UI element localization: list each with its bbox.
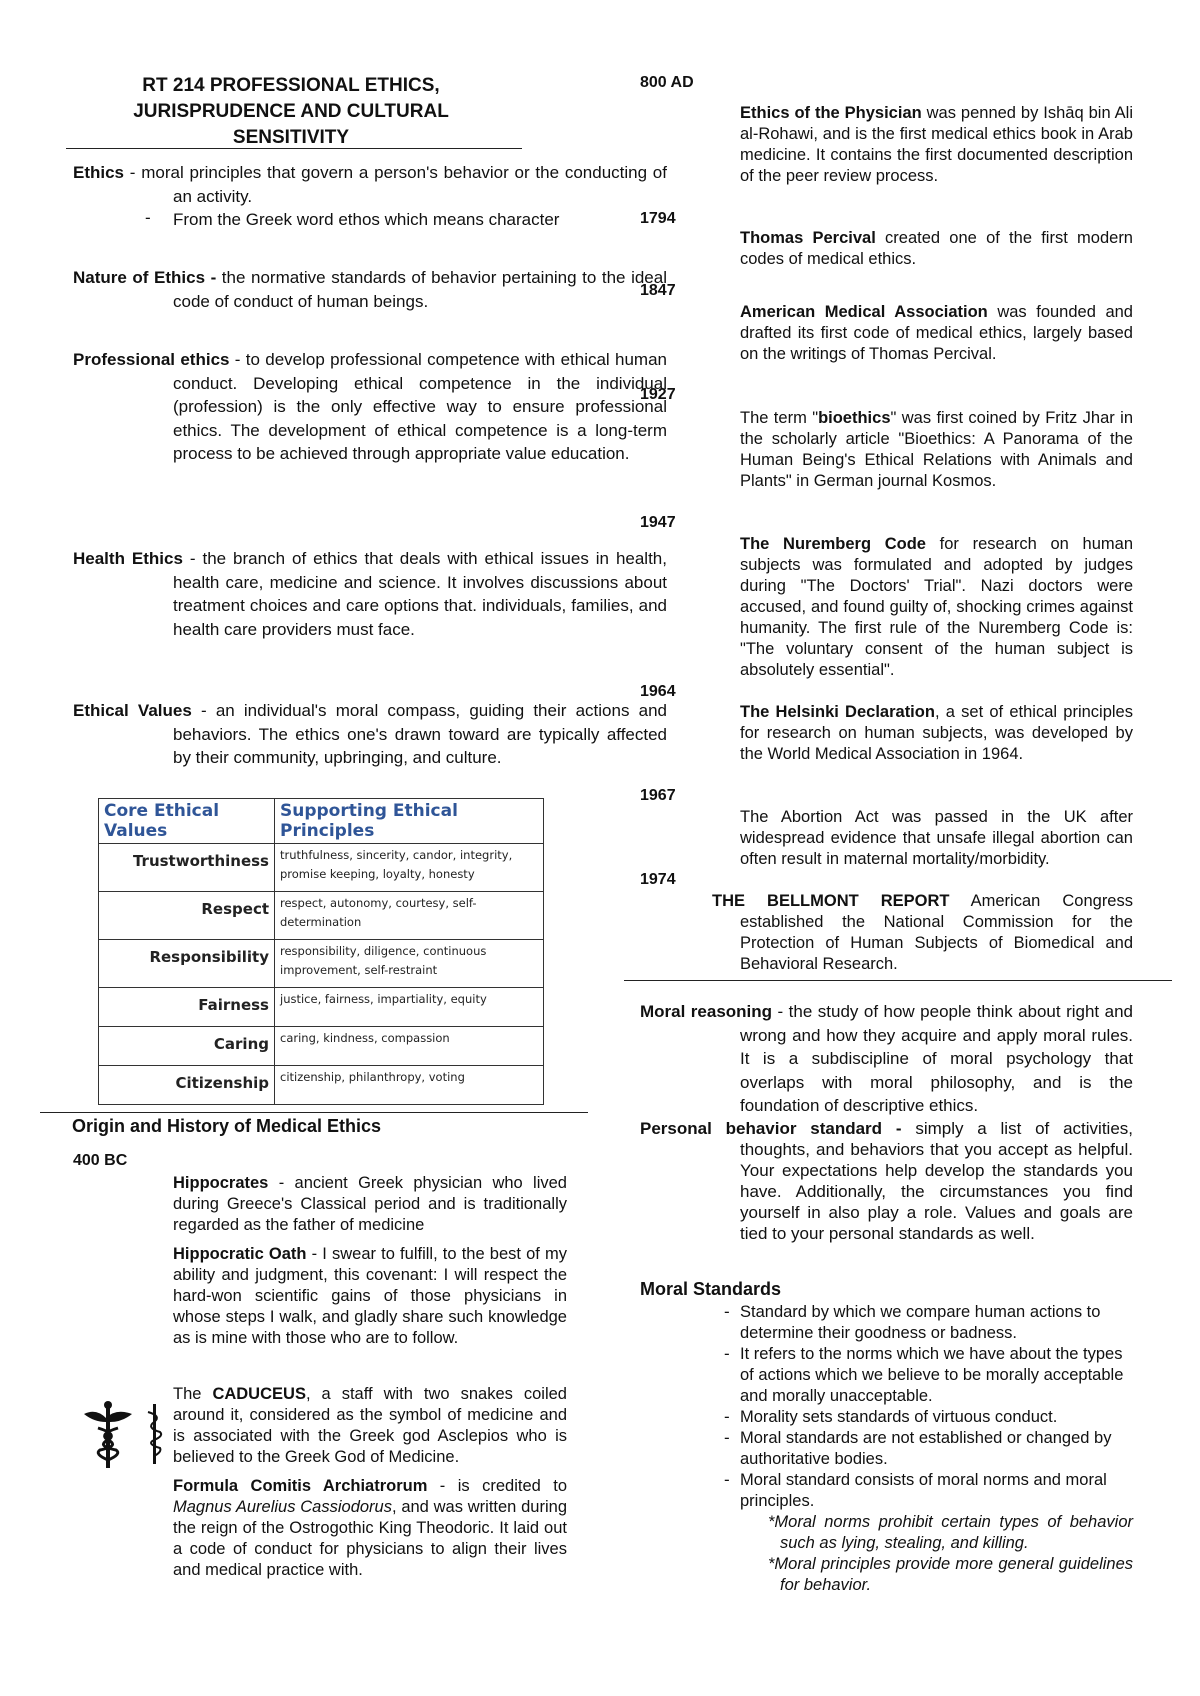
- oath-text: - I swear to fulfill, to the best of my ability and judgment, this covenant: I will respect the hard-won scientific gains of those physicians in whose steps I walk, and gladly share such knowledge as is mine with those who are to follow.: [173, 1245, 567, 1347]
- timeline-entry-1947: [740, 534, 1133, 681]
- core-value-cell: Citizenship: [99, 1066, 275, 1105]
- caduceus-term: CADUCEUS: [212, 1385, 306, 1403]
- formula-mid: - is credited to: [427, 1477, 567, 1495]
- timeline-term: American Medical Association: [740, 303, 988, 321]
- table-header-core: Core Ethical Values: [99, 799, 275, 844]
- table-row: [99, 988, 544, 1027]
- timeline-entry-800ad: [740, 103, 1133, 187]
- moral-norms-note: *Moral norms prohibit certain types of behavior such as lying, stealing, and killing.: [768, 1513, 1133, 1552]
- year-1847: 1847: [640, 282, 676, 299]
- timeline-entry-1847: [740, 302, 1133, 365]
- ethics-text: - moral principles that govern a person's behavior or the conducting of an activity.: [124, 163, 667, 206]
- section-divider: [624, 980, 1172, 981]
- table-row: [99, 844, 544, 892]
- caduceus-text: , a staff with two snakes coiled around it, considered as the symbol of medicine and is associated with the Greek god Asclepios who is believed to the Greek God of Medicine.: [173, 1385, 567, 1466]
- timeline-text: was penned by Ishāq bin Ali al-Rohawi, and is the first medical ethics book in Arab medicine. It contains the first documented description of the peer review process.: [740, 104, 1133, 185]
- moral-principles-note: *Moral principles provide more general guidelines for behavior.: [768, 1555, 1133, 1594]
- timeline-entry-1927: [740, 408, 1133, 492]
- year-1964: 1964: [640, 683, 676, 700]
- professional-term: Professional ethics: [73, 350, 230, 369]
- values-text: - an individual's moral compass, guiding their actions and behaviors. The ethics one's drawn toward are typically affected by their community, upbringing, and culture.: [173, 701, 667, 767]
- core-value-cell: Responsibility: [99, 940, 275, 988]
- timeline-text: was founded and drafted its first code of medical ethics, largely based on the writings of Thomas Percival.: [740, 303, 1133, 363]
- timeline-text: created one of the first modern codes of medical ethics.: [740, 229, 1133, 268]
- hippocrates-term: Hippocrates: [173, 1174, 269, 1192]
- timeline-entry-1974: [712, 891, 1133, 975]
- timeline-term: THE BELLMONT REPORT: [712, 892, 950, 910]
- personal-behavior-standard-definition: [640, 1118, 1133, 1244]
- health-text: - the branch of ethics that deals with ethical issues in health, health care, medicine and science. It involves discussions about treatment choices and care options that. individuals, families, and health care providers must face.: [173, 549, 667, 639]
- professional-text: - to develop professional competence with ethical human conduct. Developing ethical competence in the individual (profession) is the only effective way to ensure professional ethics. The development of ethical competence is a long-term process to be achieved through appropriate value education.: [173, 350, 667, 463]
- year-1967: 1967: [640, 787, 676, 804]
- personal-standard-term: Personal behavior standard -: [640, 1119, 902, 1138]
- year-800ad: 800 AD: [640, 74, 694, 91]
- ethical-values-definition: [73, 699, 667, 770]
- hippocrates-text: - ancient Greek physician who lived during Greece's Classical period and is traditionally regarded as the father of medicine: [173, 1174, 567, 1234]
- timeline-entry-1967: [740, 807, 1133, 870]
- timeline-prefix: The term ": [740, 409, 819, 427]
- formula-text: , and was written during the reign of the Ostrogothic King Theodoric. It laid out a code of conduct for physicians to align their lives and medical practice with.: [173, 1498, 567, 1579]
- core-value-cell: Caring: [99, 1027, 275, 1066]
- dash-bullet: -: [145, 208, 151, 227]
- dash-bullet: -: [724, 1428, 730, 1447]
- dash-bullet: -: [724, 1344, 730, 1363]
- title-line-3: SENSITIVITY: [232, 127, 350, 148]
- principles-cell: truthfulness, sincerity, candor, integrity, promise keeping, loyalty, honesty: [275, 844, 544, 892]
- oath-term: Hippocratic Oath: [173, 1245, 307, 1263]
- hippocratic-oath-entry: [173, 1244, 567, 1349]
- table-row: [99, 1066, 544, 1105]
- health-term: Health Ethics: [73, 549, 183, 568]
- year-1974: 1974: [640, 871, 676, 888]
- nature-term: Nature of Ethics -: [73, 268, 217, 287]
- caduceus-icon: [82, 1400, 134, 1468]
- document-title: [66, 73, 516, 151]
- timeline-term: Ethics of the Physician: [740, 104, 922, 122]
- title-line-1: RT 214 PROFESSIONAL ETHICS,: [142, 75, 440, 96]
- ethics-subpoint: From the Greek word ethos which means character: [173, 210, 560, 229]
- moral-reasoning-definition: [640, 1000, 1133, 1118]
- section-divider: [40, 1112, 588, 1113]
- timeline-term: Thomas Percival: [740, 229, 876, 247]
- timeline-text: " was first coined by Fritz Jhar in the scholarly article "Bioethics: A Panorama of the Human Being's Ethical Relations with Animals and Plants" in German journal Kosmos.: [740, 409, 1133, 490]
- moral-reasoning-text: - the study of how people think about right and wrong and how they acquire and apply moral rules. It is a subdiscipline of moral psychology that overlaps with moral philosophy, and is the foundation of descriptive ethics.: [740, 1002, 1133, 1115]
- moral-standard-item: Morality sets standards of virtuous conduct.: [740, 1408, 1058, 1426]
- year-1794: 1794: [640, 210, 676, 227]
- formula-entry: [173, 1476, 567, 1581]
- core-ethical-values-table: [98, 798, 544, 1105]
- personal-standard-text: simply a list of activities, thoughts, and behaviors that you accept as helpful. Your expectations help develop the standards you have. Additionally, the circumstances you find yourself in also play a role. Values and goals are tied to your personal standards as well.: [740, 1119, 1133, 1243]
- timeline-term: The Nuremberg Code: [740, 535, 926, 553]
- timeline-text: , a set of ethical principles for research on human subjects, was developed by the World Medical Association in 1964.: [740, 703, 1133, 763]
- nature-of-ethics-definition: [73, 266, 667, 313]
- title-line-2: JURISPRUDENCE AND CULTURAL: [133, 101, 449, 122]
- table-header-row: [99, 799, 544, 844]
- title-underline: [66, 148, 522, 149]
- year-1927: 1927: [640, 386, 676, 403]
- moral-standard-item: Standard by which we compare human actions to determine their goodness or badness.: [740, 1303, 1101, 1342]
- timeline-term: bioethics: [818, 409, 891, 427]
- moral-reasoning-term: Moral reasoning: [640, 1002, 773, 1021]
- timeline-entry-1964: [740, 702, 1133, 765]
- health-ethics-definition: [73, 547, 667, 641]
- principles-cell: respect, autonomy, courtesy, self-determination: [275, 892, 544, 940]
- timeline-text: The Abortion Act was passed in the UK after widespread evidence that unsafe illegal abortion can often result in maternal mortality/morbidity.: [740, 808, 1133, 868]
- year-400bc: 400 BC: [73, 1152, 128, 1169]
- table-header-supporting: Supporting Ethical Principles: [275, 799, 544, 844]
- table-row: [99, 940, 544, 988]
- ethics-term: Ethics: [73, 163, 125, 182]
- dash-bullet: -: [724, 1470, 730, 1489]
- timeline-text: for research on human subjects was formulated and adopted by judges during "The Doctors' Trial". Nazi doctors were accused, and found guilty of, shocking crimes against humanity. The first rule of the Nuremberg Code is: "The voluntary consent of the human subject is absolutely essential".: [740, 535, 1133, 679]
- formula-author: Magnus Aurelius Cassiodorus: [173, 1498, 392, 1516]
- moral-standard-item: Moral standard consists of moral norms and moral principles.: [740, 1471, 1107, 1510]
- timeline-entry-1794: [740, 228, 1133, 270]
- formula-term: Formula Comitis Archiatrorum: [173, 1477, 428, 1495]
- moral-standards-heading: Moral Standards: [640, 1279, 782, 1299]
- principles-cell: justice, fairness, impartiality, equity: [275, 988, 544, 1027]
- rod-of-asclepius-icon: [144, 1402, 166, 1466]
- dash-bullet: -: [724, 1407, 730, 1426]
- principles-cell: responsibility, diligence, continuous improvement, self-restraint: [275, 940, 544, 988]
- professional-ethics-definition: [73, 348, 667, 466]
- nature-text: the normative standards of behavior pertaining to the ideal code of conduct of human beings.: [173, 268, 667, 311]
- ethics-definition: [73, 161, 667, 208]
- timeline-term: The Helsinki Declaration: [740, 703, 935, 721]
- table-row: [99, 1027, 544, 1066]
- core-value-cell: Trustworthiness: [99, 844, 275, 892]
- timeline-text: American Congress established the National Commission for the Protection of Human Subjects of Biomedical and Behavioral Research.: [740, 892, 1133, 973]
- year-1947: 1947: [640, 514, 676, 531]
- table-row: [99, 892, 544, 940]
- caduceus-prefix: The: [173, 1385, 213, 1403]
- moral-standard-item: It refers to the norms which we have about the types of actions which we believe to be morally acceptable and morally unacceptable.: [740, 1345, 1124, 1405]
- moral-standard-item: Moral standards are not established or changed by authoritative bodies.: [740, 1429, 1112, 1468]
- caduceus-entry: [173, 1384, 567, 1468]
- dash-bullet: -: [724, 1302, 730, 1321]
- core-value-cell: Respect: [99, 892, 275, 940]
- hippocrates-entry: [173, 1173, 567, 1236]
- core-value-cell: Fairness: [99, 988, 275, 1027]
- origin-heading: Origin and History of Medical Ethics: [72, 1116, 382, 1136]
- values-term: Ethical Values: [73, 701, 192, 720]
- principles-cell: caring, kindness, compassion: [275, 1027, 544, 1066]
- principles-cell: citizenship, philanthropy, voting: [275, 1066, 544, 1105]
